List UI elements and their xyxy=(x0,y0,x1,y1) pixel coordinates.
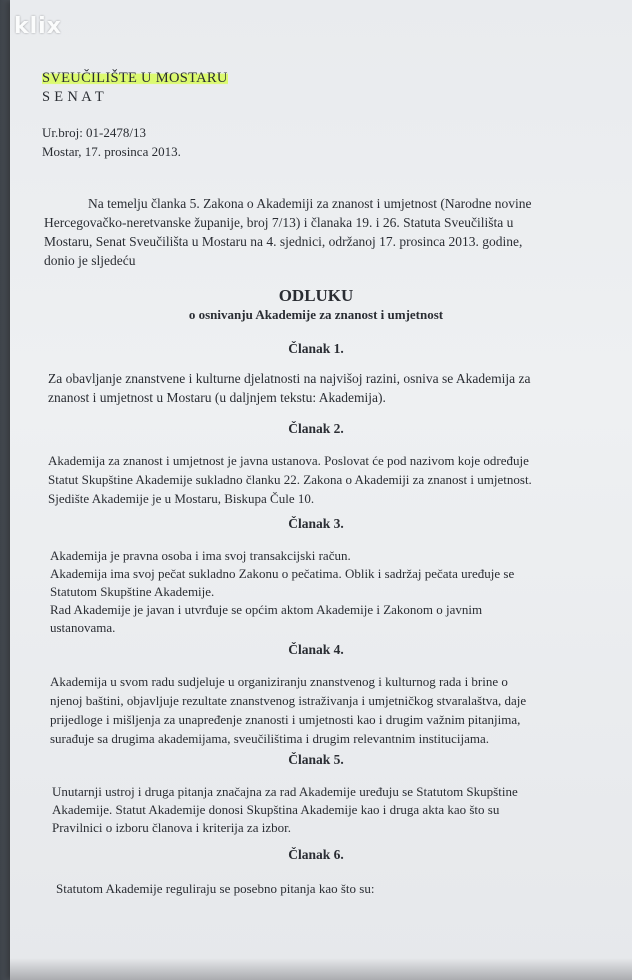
intro-line-1: Na temelju članka 5. Zakona o Akademiji za znanost i umjetnost (Narodne novine xyxy=(88,196,532,211)
article-4-line-4: surađuje sa drugima akademijama, sveučilištima i drugim relevantnim institucijama. xyxy=(50,731,489,746)
article-4-line-1: Akademija u svom radu sudjeluje u organiziranju znanstvenog i kulturnog rada i brine o xyxy=(50,674,508,689)
article-3-heading: Članak 3. xyxy=(288,516,344,531)
article-5-heading: Članak 5. xyxy=(288,752,344,767)
article-2-line-3: Sjedište Akademije je u Mostaru, Biskupa Čule 10. xyxy=(48,491,315,506)
article-2-line-1: Akademija za znanost i umjetnost je javna ustanova. Poslovat će pod nazivom koje određuje xyxy=(48,453,529,468)
article-3-line-1: Akademija je pravna osoba i ima svoj transakcijski račun. xyxy=(50,548,351,563)
article-3-line-3: Statutom Skupštine Akademije. xyxy=(50,584,215,599)
article-6-heading: Članak 6. xyxy=(288,847,344,862)
article-2-line-2: Statut Skupštine Akademije sukladno članku 22. Zakona o Akademiji za znanost i umjetnost. xyxy=(48,472,532,487)
page-shadow xyxy=(10,958,632,980)
article-1-line-1: Za obavljanje znanstvene i kulturne djelatnosti na najvišoj razini, osniva se Akademija za xyxy=(48,371,531,386)
decision-subtitle: o osnivanju Akademije za znanost i umjetnost xyxy=(188,307,444,322)
article-3-line-4: Rad Akademije je javan i utvrđuje se općim aktom Akademije i Zakonom o javnim xyxy=(50,602,483,617)
article-6-line-1: Statutom Akademije reguliraju se posebno pitanja kao što su: xyxy=(56,881,375,896)
place-date: Mostar, 17. prosinca 2013. xyxy=(42,144,181,159)
article-5-line-2: Akademije. Statut Akademije donosi Skupština Akademije kao i druga akta kao što su xyxy=(52,802,500,817)
decision-title: ODLUKU xyxy=(278,286,354,305)
article-4-heading: Članak 4. xyxy=(288,642,344,657)
reference-number: Ur.broj: 01-2478/13 xyxy=(42,125,146,140)
article-5-line-3: Pravilnici o izboru članova i kriterija za izbor. xyxy=(52,820,291,835)
intro-line-2: Hercegovačko-neretvanske županije, broj 7/13) i članaka 19. i 26. Statuta Sveučilišta u xyxy=(44,215,514,230)
senate-label: S E N A T xyxy=(42,89,105,105)
article-3-line-5: ustanovama. xyxy=(50,620,116,635)
article-3-line-2: Akademija ima svoj pečat sukladno Zakonu o pečatima. Oblik i sadržaj pečata uređuje se xyxy=(50,566,515,581)
watermark-logo: klix xyxy=(14,14,62,39)
institution-name: SVEUČILIŠTE U MOSTARU xyxy=(42,70,228,86)
article-1-line-2: znanost i umjetnost u Mostaru (u daljnjem tekstu: Akademija). xyxy=(48,390,386,405)
article-5-line-1: Unutarnji ustroj i druga pitanja značajna za rad Akademije uređuju se Statutom Skupštine xyxy=(52,784,518,799)
article-1-heading: Članak 1. xyxy=(288,341,344,356)
article-4-line-2: njenoj baštini, objavljuje rezultate znanstvenog istraživanja i umjetničkog stvaralaštva, daje xyxy=(50,693,527,708)
article-4-line-3: prijedloge i mišljenja za unapređenje znanosti i umjetnosti kao i drugim važnim pitanjima, xyxy=(50,712,521,727)
article-2-heading: Članak 2. xyxy=(288,421,344,436)
intro-line-3: Mostaru, Senat Sveučilišta u Mostaru na 4. sjednici, održanoj 17. prosinca 2013. godine, xyxy=(44,234,523,249)
intro-line-4: donio je sljedeću xyxy=(44,253,136,268)
